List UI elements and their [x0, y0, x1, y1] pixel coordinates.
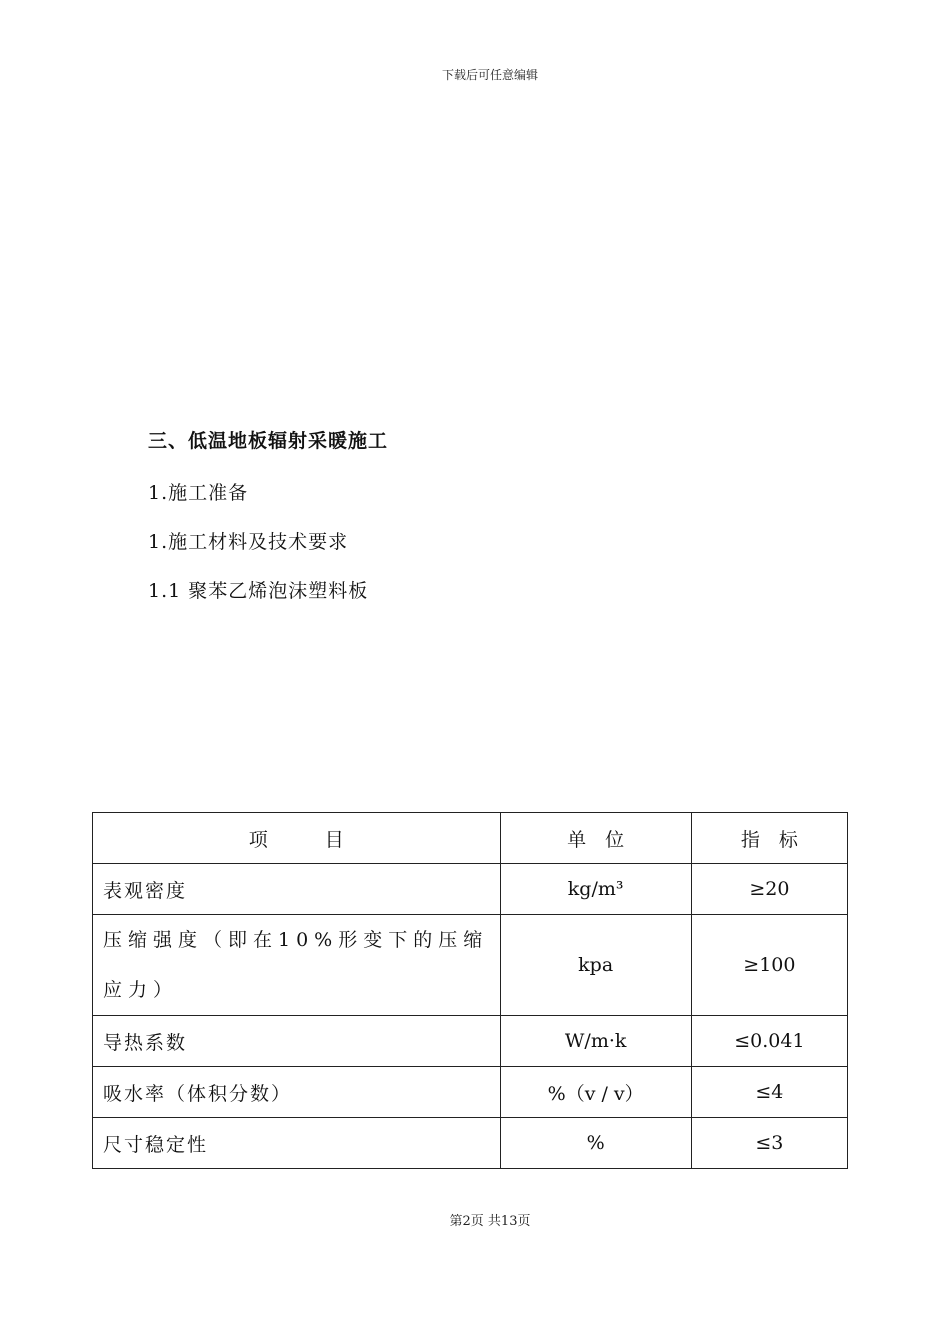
row-item: 表观密度	[93, 864, 501, 915]
row-unit: W/m·k	[500, 1016, 691, 1067]
row-item: 压缩强度（即在10%形变下的压缩应力）	[93, 915, 501, 1016]
table-row	[93, 1118, 848, 1169]
table-row	[93, 864, 848, 915]
section-title: 三、低温地板辐射采暖施工	[148, 430, 389, 452]
paragraph-eps-board: 1.1 聚苯乙烯泡沫塑料板	[148, 580, 369, 602]
row-unit: %	[500, 1118, 691, 1169]
page-number-footer: 第2页 共13页	[449, 1214, 531, 1229]
row-value: ≤0.041	[691, 1016, 847, 1067]
row-item: 吸水率（体积分数）	[93, 1067, 501, 1118]
header-unit: 单 位	[500, 813, 691, 864]
row-item: 导热系数	[93, 1016, 501, 1067]
row-value: ≤3	[691, 1118, 847, 1169]
header-value: 指 标	[691, 813, 847, 864]
row-unit: kpa	[500, 915, 691, 1016]
table-header-row	[93, 813, 848, 864]
table-row	[93, 1016, 848, 1067]
header-item: 项 目	[93, 813, 501, 864]
spec-table	[92, 812, 848, 1169]
row-value: ≥100	[691, 915, 847, 1016]
paragraph-construction-preparation: 1.施工准备	[148, 482, 249, 504]
row-unit: kg/m³	[500, 864, 691, 915]
paragraph-materials-requirements: 1.施工材料及技术要求	[148, 531, 349, 553]
row-unit: %（v / v）	[500, 1067, 691, 1118]
row-item: 尺寸稳定性	[93, 1118, 501, 1169]
page-header-note: 下载后可任意编辑	[441, 68, 538, 82]
row-value: ≥20	[691, 864, 847, 915]
row-value: ≤4	[691, 1067, 847, 1118]
table-row	[93, 1067, 848, 1118]
table-row	[93, 915, 848, 1016]
